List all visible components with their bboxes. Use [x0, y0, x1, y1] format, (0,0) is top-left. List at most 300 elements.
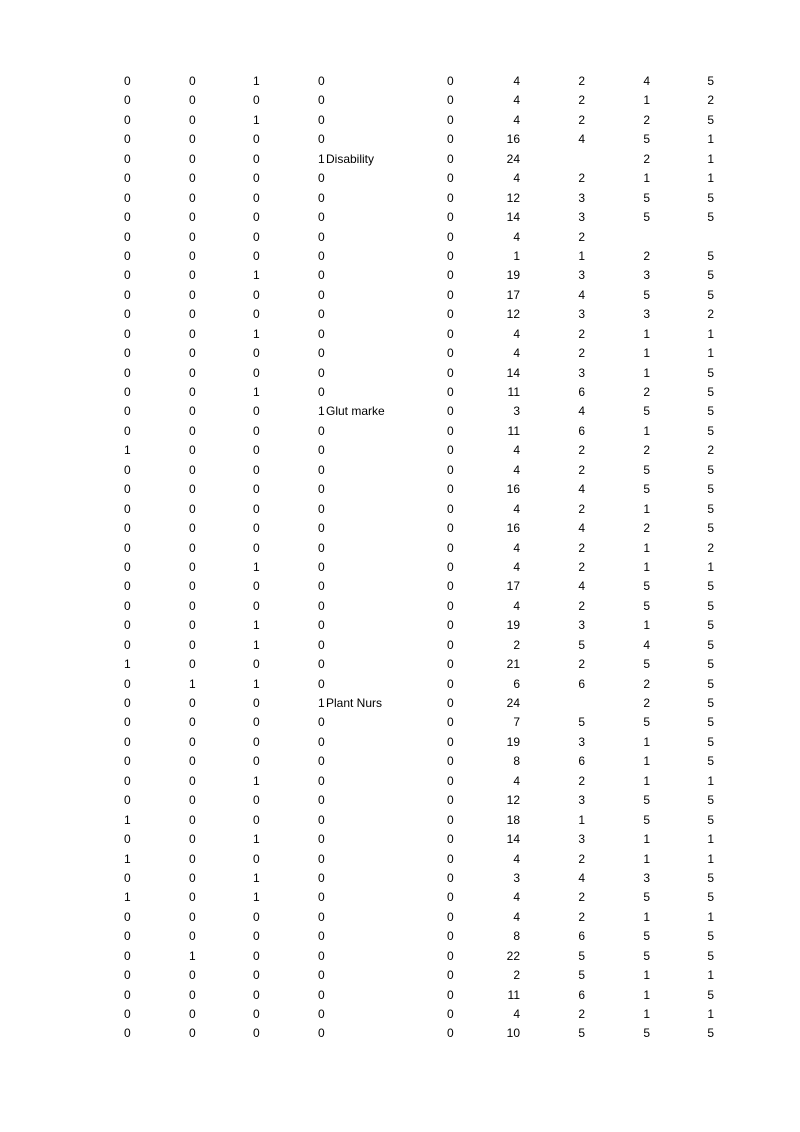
table-row	[0, 927, 800, 946]
table-row	[0, 655, 800, 674]
table-cell: 1	[253, 326, 260, 341]
table-cell	[318, 130, 392, 149]
table-cell: 4	[513, 501, 520, 516]
table-cell: 5	[643, 715, 650, 730]
table-cell: 0	[253, 443, 260, 458]
table-cell: 2	[643, 112, 650, 127]
table-cell	[318, 655, 392, 674]
table-cell: 1	[253, 832, 260, 847]
table-row	[0, 986, 800, 1005]
table-cell: 2	[643, 443, 650, 458]
table-cell: 5	[707, 462, 714, 477]
table-cell: 4	[513, 1007, 520, 1021]
table-cell: 2	[578, 112, 585, 127]
table-cell: 5	[707, 890, 714, 905]
table-cell: 18	[506, 812, 520, 827]
table-cell: 0	[253, 93, 260, 108]
table-cell: 5	[707, 423, 714, 438]
table-cell	[318, 908, 392, 927]
table-cell: 0	[189, 793, 196, 808]
table-cell	[318, 344, 392, 363]
table-cell: 5	[707, 715, 714, 730]
table-cell: 5	[643, 929, 650, 944]
table-cell: 4	[578, 287, 585, 302]
table-cell: 4	[578, 579, 585, 594]
table-cell: 5	[643, 462, 650, 477]
table-cell: 6	[578, 423, 585, 438]
table-cell: 0	[447, 482, 454, 497]
table-row	[0, 713, 800, 732]
table-cell: 2	[578, 346, 585, 361]
table-cell: 1	[253, 268, 260, 283]
cell-value: 0	[318, 579, 325, 594]
table-cell	[318, 577, 392, 596]
table-cell: 2	[707, 307, 714, 322]
table-cell: 12	[506, 307, 520, 322]
table-cell: 0	[447, 210, 454, 225]
table-cell: 2	[643, 521, 650, 536]
table-cell: 0	[447, 248, 454, 263]
table-cell: 0	[124, 773, 131, 788]
table-cell: 0	[189, 287, 196, 302]
table-cell: 0	[253, 151, 260, 166]
table-cell: 4	[513, 112, 520, 127]
table-cell: 8	[513, 754, 520, 769]
table-cell: 5	[707, 74, 714, 88]
table-cell: 0	[189, 307, 196, 322]
cell-value: 0	[318, 248, 325, 263]
table-cell: 4	[578, 870, 585, 885]
table-cell: 2	[578, 851, 585, 866]
table-cell: 3	[578, 734, 585, 749]
cell-value: 0	[318, 657, 325, 672]
table-cell: 0	[124, 579, 131, 594]
table-cell	[318, 247, 392, 266]
table-cell	[318, 558, 392, 577]
table-row	[0, 72, 800, 91]
table-cell: 5	[643, 190, 650, 205]
table-cell: 2	[578, 890, 585, 905]
table-cell: 4	[513, 598, 520, 613]
cell-value: 0	[318, 870, 325, 885]
table-cell: 0	[253, 598, 260, 613]
table-row	[0, 869, 800, 888]
table-cell: 5	[643, 812, 650, 827]
table-cell: 5	[707, 365, 714, 380]
table-cell: 0	[189, 812, 196, 827]
table-cell: 0	[447, 326, 454, 341]
table-cell	[318, 72, 392, 91]
table-cell: 6	[578, 385, 585, 399]
table-cell: 0	[253, 948, 260, 963]
cell-value: 1	[318, 404, 325, 419]
table-row	[0, 383, 800, 402]
table-cell: 5	[707, 637, 714, 652]
table-cell: 19	[506, 618, 520, 633]
table-cell: 6	[513, 676, 520, 691]
cell-value: 0	[318, 559, 325, 574]
table-cell	[318, 986, 392, 1005]
table-cell: 1	[253, 637, 260, 652]
table-cell: 0	[447, 171, 454, 186]
table-row	[0, 947, 800, 966]
cell-label: Plant Nurs	[326, 696, 383, 710]
table-cell: 0	[189, 521, 196, 536]
cell-value: 0	[318, 462, 325, 477]
table-cell: 0	[447, 696, 454, 710]
table-cell: 5	[643, 579, 650, 594]
table-cell	[318, 500, 392, 519]
table-cell	[318, 927, 392, 946]
table-cell: 1	[253, 112, 260, 127]
table-cell: 1	[643, 987, 650, 1002]
table-cell: 0	[253, 229, 260, 244]
cell-value: 0	[318, 423, 325, 438]
table-cell: 2	[578, 443, 585, 458]
table-row	[0, 422, 800, 441]
cell-value: 0	[318, 618, 325, 633]
table-cell: 0	[189, 74, 196, 88]
table-cell: 16	[506, 521, 520, 536]
table-cell: 5	[643, 598, 650, 613]
table-cell: 22	[506, 948, 520, 963]
table-row	[0, 694, 800, 713]
table-cell: 4	[578, 521, 585, 536]
table-cell: 0	[447, 404, 454, 419]
table-cell: 0	[124, 696, 131, 710]
table-row	[0, 733, 800, 752]
table-cell: 1	[253, 385, 260, 399]
table-cell: 0	[189, 890, 196, 905]
table-cell: 0	[124, 968, 131, 983]
table-cell: 0	[189, 93, 196, 108]
table-cell: 4	[513, 462, 520, 477]
table-row	[0, 500, 800, 519]
cell-value: 0	[318, 890, 325, 905]
table-cell: 4	[513, 851, 520, 866]
table-cell: 1	[643, 346, 650, 361]
table-cell: 5	[643, 1026, 650, 1041]
table-row	[0, 189, 800, 208]
table-cell: 0	[447, 385, 454, 399]
cell-value: 0	[318, 501, 325, 516]
table-cell: 3	[578, 832, 585, 847]
table-cell: 21	[506, 657, 520, 672]
table-cell: 0	[189, 501, 196, 516]
table-cell	[318, 266, 392, 285]
table-cell: 1	[189, 948, 196, 963]
table-cell: 0	[253, 248, 260, 263]
cell-value: 0	[318, 171, 325, 186]
cell-value: 0	[318, 74, 325, 88]
table-cell: 0	[189, 365, 196, 380]
table-cell	[318, 441, 392, 460]
cell-value: 0	[318, 793, 325, 808]
table-cell: 0	[253, 210, 260, 225]
table-cell: 1	[578, 812, 585, 827]
table-cell: 0	[447, 734, 454, 749]
table-cell: 3	[643, 307, 650, 322]
table-cell	[318, 966, 392, 985]
table-cell: 0	[189, 598, 196, 613]
table-cell: 2	[578, 1007, 585, 1021]
table-cell: 0	[189, 482, 196, 497]
cell-value: 0	[318, 929, 325, 944]
table-cell: 2	[578, 462, 585, 477]
table-cell: 0	[447, 598, 454, 613]
table-cell	[318, 208, 392, 227]
table-cell: 0	[447, 929, 454, 944]
table-cell: 0	[189, 385, 196, 399]
table-cell: 5	[707, 112, 714, 127]
table-cell	[318, 772, 392, 791]
table-cell: 1	[643, 1007, 650, 1021]
table-cell: 0	[447, 287, 454, 302]
table-cell: 5	[643, 132, 650, 147]
table-cell: 17	[506, 579, 520, 594]
table-cell: 1	[643, 326, 650, 341]
table-cell: 5	[707, 287, 714, 302]
table-cell: 0	[189, 132, 196, 147]
table-cell: 6	[578, 676, 585, 691]
table-cell: 5	[707, 929, 714, 944]
cell-value: 0	[318, 812, 325, 827]
table-cell: 0	[189, 1007, 196, 1021]
table-cell: 2	[578, 171, 585, 186]
table-cell	[318, 111, 392, 130]
cell-value: 0	[318, 385, 325, 399]
table-cell: 0	[124, 171, 131, 186]
table-row	[0, 228, 800, 247]
table-row	[0, 111, 800, 130]
table-cell: 5	[707, 482, 714, 497]
table-cell: 2	[643, 696, 650, 710]
table-row	[0, 344, 800, 363]
table-row	[0, 130, 800, 149]
table-cell: 0	[447, 112, 454, 127]
table-cell: 0	[447, 521, 454, 536]
table-cell: 0	[447, 559, 454, 574]
table-cell: 0	[124, 229, 131, 244]
table-cell: 4	[578, 404, 585, 419]
table-cell: 0	[124, 365, 131, 380]
table-cell	[318, 713, 392, 732]
table-cell: 4	[513, 443, 520, 458]
table-cell: 0	[189, 210, 196, 225]
table-cell: 0	[124, 423, 131, 438]
table-cell: 1	[643, 559, 650, 574]
table-cell	[318, 675, 392, 694]
table-cell: 0	[189, 462, 196, 477]
table-cell: 0	[447, 423, 454, 438]
table-cell: 5	[707, 248, 714, 263]
table-cell: 0	[189, 346, 196, 361]
table-cell: 0	[253, 501, 260, 516]
table-cell: 0	[447, 229, 454, 244]
table-cell	[318, 888, 392, 907]
table-cell: 5	[707, 754, 714, 769]
table-cell: 4	[513, 74, 520, 88]
table-cell: 0	[124, 521, 131, 536]
table-row	[0, 558, 800, 577]
cell-value: 0	[318, 851, 325, 866]
table-cell: 14	[506, 832, 520, 847]
table-cell	[318, 325, 392, 344]
table-cell	[318, 169, 392, 188]
table-cell: 0	[253, 793, 260, 808]
table-cell: 4	[513, 346, 520, 361]
table-cell: 0	[253, 346, 260, 361]
table-cell: 1	[253, 773, 260, 788]
table-cell: 5	[643, 657, 650, 672]
table-cell: 5	[707, 210, 714, 225]
table-cell: 4	[513, 909, 520, 924]
table-row	[0, 966, 800, 985]
table-cell: 1	[707, 909, 714, 924]
table-row	[0, 305, 800, 324]
table-cell: 0	[124, 754, 131, 769]
table-cell	[318, 383, 392, 402]
table-cell: 0	[189, 151, 196, 166]
table-cell: 0	[447, 365, 454, 380]
cell-value: 0	[318, 734, 325, 749]
table-cell: 0	[447, 540, 454, 555]
table-cell: 5	[643, 482, 650, 497]
table-cell	[318, 1005, 392, 1024]
table-row	[0, 850, 800, 869]
table-cell: 0	[124, 909, 131, 924]
cell-value: 0	[318, 987, 325, 1002]
table-cell: 1	[578, 248, 585, 263]
table-cell: 5	[707, 579, 714, 594]
table-cell	[318, 305, 392, 324]
table-cell: 0	[189, 579, 196, 594]
table-cell: 0	[189, 171, 196, 186]
table-row	[0, 247, 800, 266]
table-cell: 0	[447, 773, 454, 788]
table-cell: 0	[447, 851, 454, 866]
table-cell: 2	[643, 248, 650, 263]
table-cell: 6	[578, 754, 585, 769]
table-cell: 1	[707, 832, 714, 847]
table-cell: 10	[506, 1026, 520, 1041]
table-cell: 5	[707, 696, 714, 710]
table-cell: 1	[707, 559, 714, 574]
table-cell: 5	[707, 870, 714, 885]
table-cell: 0	[124, 462, 131, 477]
table-cell: 1	[643, 365, 650, 380]
table-cell	[318, 752, 392, 771]
table-cell: 3	[643, 268, 650, 283]
table-cell: 0	[189, 1026, 196, 1041]
table-cell: 0	[189, 773, 196, 788]
table-cell: 0	[447, 346, 454, 361]
table-cell: 0	[447, 637, 454, 652]
table-cell: 3	[513, 870, 520, 885]
table-cell: 0	[124, 1007, 131, 1021]
table-cell: 0	[124, 540, 131, 555]
cell-value: 0	[318, 93, 325, 108]
table-cell: 0	[253, 462, 260, 477]
table-cell: 0	[124, 832, 131, 847]
table-cell: 5	[578, 1026, 585, 1041]
table-cell: 1	[253, 74, 260, 88]
table-cell	[318, 850, 392, 869]
table-cell: 19	[506, 734, 520, 749]
table-cell: 0	[124, 987, 131, 1002]
table-cell: 5	[707, 987, 714, 1002]
table-cell: 0	[189, 229, 196, 244]
table-cell: 3	[578, 268, 585, 283]
table-cell: 0	[124, 248, 131, 263]
table-cell: 0	[189, 657, 196, 672]
table-cell: 6	[578, 987, 585, 1002]
table-cell: 0	[124, 307, 131, 322]
cell-value: 0	[318, 637, 325, 652]
table-cell: 0	[447, 812, 454, 827]
table-cell: 1	[707, 151, 714, 166]
table-cell: 0	[124, 268, 131, 283]
table-cell: 0	[447, 93, 454, 108]
table-cell: 5	[578, 948, 585, 963]
table-cell: 0	[124, 482, 131, 497]
table-row	[0, 888, 800, 907]
table-cell: 0	[189, 870, 196, 885]
table-row	[0, 364, 800, 383]
table-cell: 0	[189, 909, 196, 924]
table-cell: 12	[506, 793, 520, 808]
table-cell: 1	[513, 248, 520, 263]
table-cell: 5	[643, 948, 650, 963]
table-cell: 0	[189, 734, 196, 749]
table-cell: 2	[643, 676, 650, 691]
table-cell: 0	[253, 734, 260, 749]
table-cell	[318, 947, 392, 966]
table-cell	[318, 733, 392, 752]
table-cell: 0	[124, 385, 131, 399]
table-cell	[318, 150, 392, 169]
table-cell: 19	[506, 268, 520, 283]
table-cell: 1	[124, 851, 131, 866]
table-row	[0, 169, 800, 188]
table-cell: 0	[447, 1026, 454, 1041]
cell-value: 0	[318, 365, 325, 380]
cell-value: 0	[318, 754, 325, 769]
table-cell: 0	[253, 579, 260, 594]
table-cell: 1	[643, 171, 650, 186]
table-cell: 1	[189, 676, 196, 691]
table-cell: 0	[124, 93, 131, 108]
table-row	[0, 752, 800, 771]
table-cell: 0	[253, 851, 260, 866]
table-cell: 5	[707, 268, 714, 283]
table-cell: 0	[124, 618, 131, 633]
table-cell: 2	[707, 443, 714, 458]
table-row	[0, 325, 800, 344]
table-cell: 0	[124, 326, 131, 341]
table-cell: 0	[447, 74, 454, 88]
table-cell: 1	[707, 773, 714, 788]
table-cell: 0	[124, 870, 131, 885]
table-cell: 4	[513, 326, 520, 341]
table-cell: 0	[124, 559, 131, 574]
table-cell: 0	[189, 190, 196, 205]
table-cell: 3	[513, 404, 520, 419]
table-cell: 4	[643, 74, 650, 88]
table-cell: 6	[578, 929, 585, 944]
table-cell: 0	[124, 637, 131, 652]
table-cell: 0	[447, 715, 454, 730]
